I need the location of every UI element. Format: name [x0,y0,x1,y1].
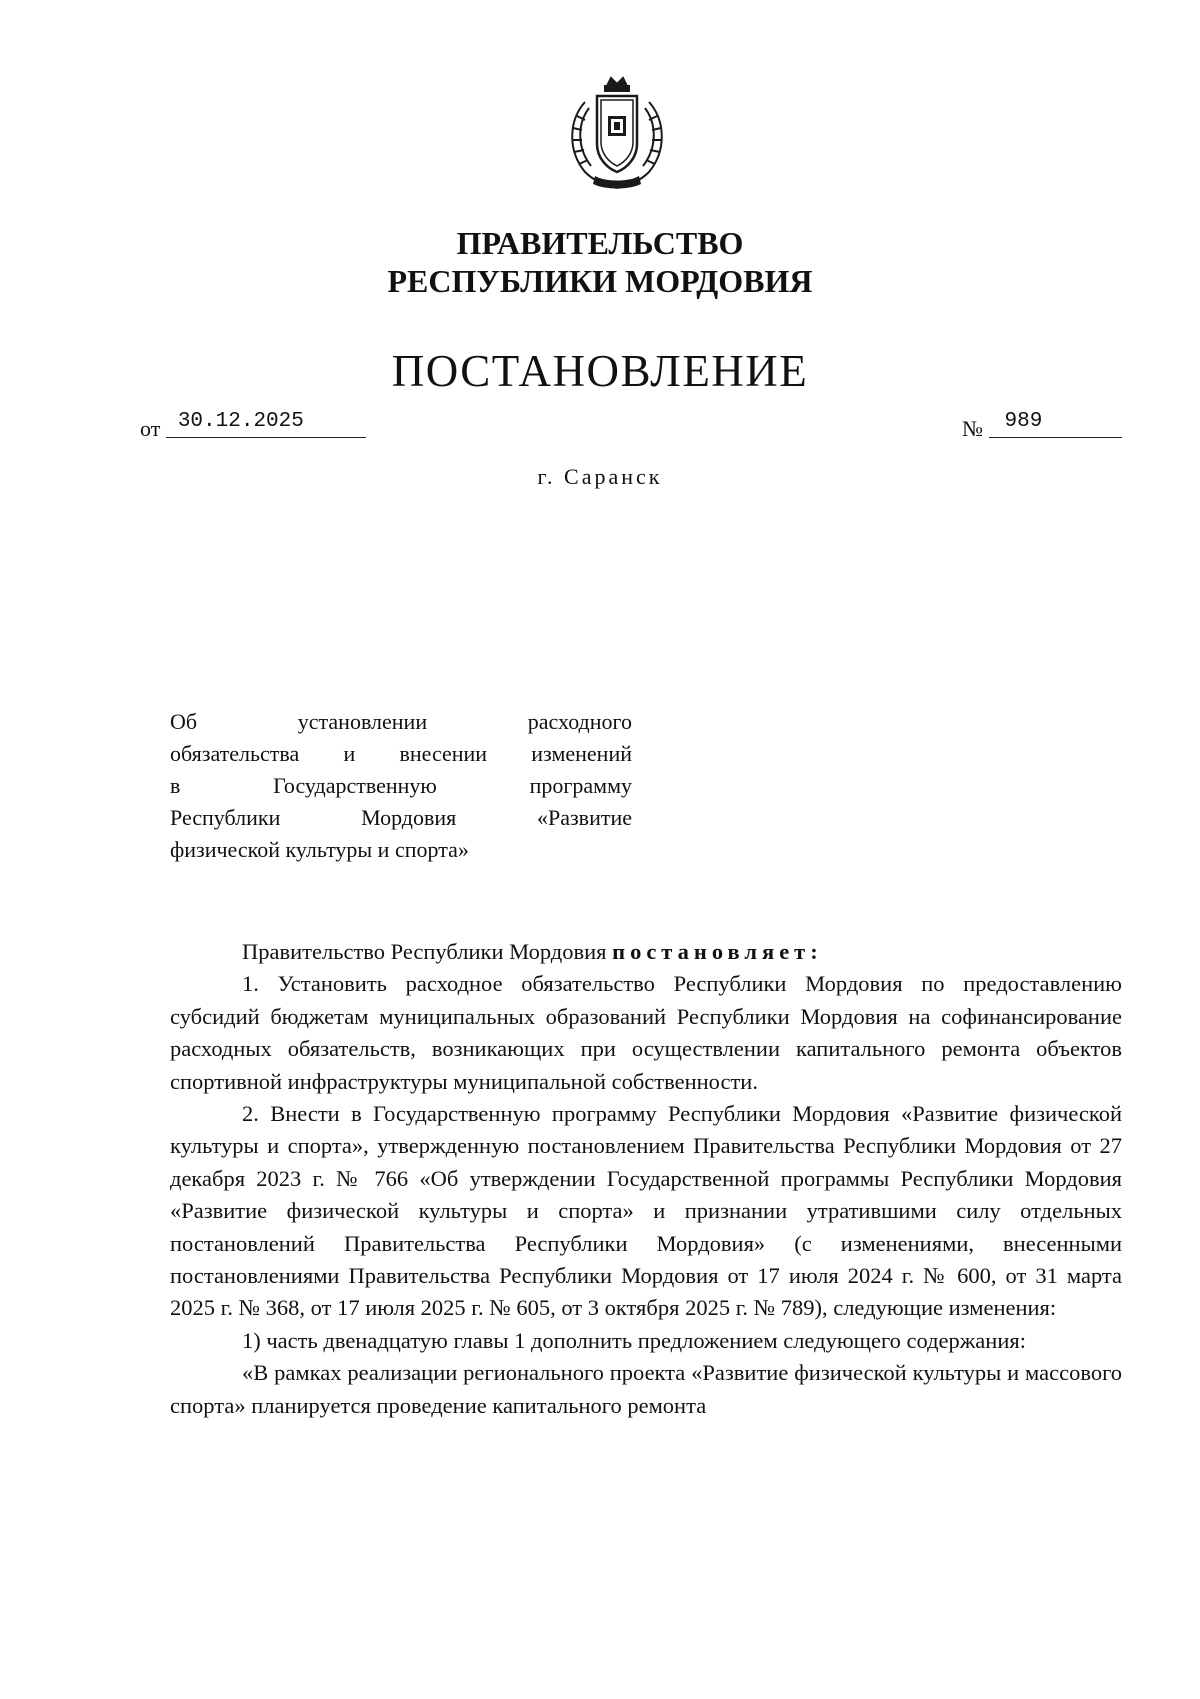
number-value: 989 [989,407,1122,438]
intro-verb: постановляет: [612,939,823,964]
document-city: г. Саранск [537,464,663,489]
date-prefix: от [140,416,161,441]
document-subject [170,706,632,866]
document-body [170,936,1122,1422]
document-date [140,410,366,448]
paragraph-3: 1) часть двенадцатую главы 1 дополнить предложением следующего содержания: [242,1327,1026,1353]
intro-paragraph [170,936,1122,968]
mordovia-coat-of-arms-icon [555,72,679,196]
subject-line: обязательства и внесении изменений [170,741,632,766]
subject-line: Об установлении расходного [170,709,632,734]
paragraph-4: «В рамках реализации регионального проекта «Развитие физической культуры и массового спорта» планируется проведение капитального ремонта [170,1360,1122,1418]
subject-line: Республики Мордовия «Развитие [170,805,632,830]
document-number [962,410,1122,448]
intro-text: Правительство Республики Мордовия [242,939,607,964]
date-value: 30.12.2025 [166,407,366,438]
paragraph-1: 1. Установить расходное обязательство Республики Мордовия по предоставлению субсидий бюджетам муниципальных образований Республики Мордовия на софинансирование расходных обязательств, возникающих при осуществлении капитального ремонта объектов спортивной инфраструктуры муниципальной собственности. [170,971,1122,1094]
number-prefix: № [962,416,983,441]
government-title-line2: РЕСПУБЛИКИ МОРДОВИЯ [387,263,813,299]
subject-line: физической культуры и спорта» [170,837,469,862]
subject-line: в Государственную программу [170,773,632,798]
document-type: ПОСТАНОВЛЕНИЕ [391,346,809,396]
paragraph-2: 2. Внести в Государственную программу Республики Мордовия «Развитие физической культуры и спорта», утвержденную постановлением Правительства Республики Мордовия от 27 декабря 2023 г. № 766 «Об утверждении Государственной программы Республики Мордовия «Развитие физической культуры и спорта» и признании утратившими силу отдельных постановлений Правительства Республики Мордовия» (с изменениями, внесенными постановлениями Правительства Республики Мордовия от 17 июля 2024 г. № 600, от 31 марта 2025 г. № 368, от 17 июля 2025 г. № 605, от 3 октября 2025 г. № 789), следующие изменения: [170,1101,1122,1321]
government-title-line1: ПРАВИТЕЛЬСТВО [456,225,744,261]
